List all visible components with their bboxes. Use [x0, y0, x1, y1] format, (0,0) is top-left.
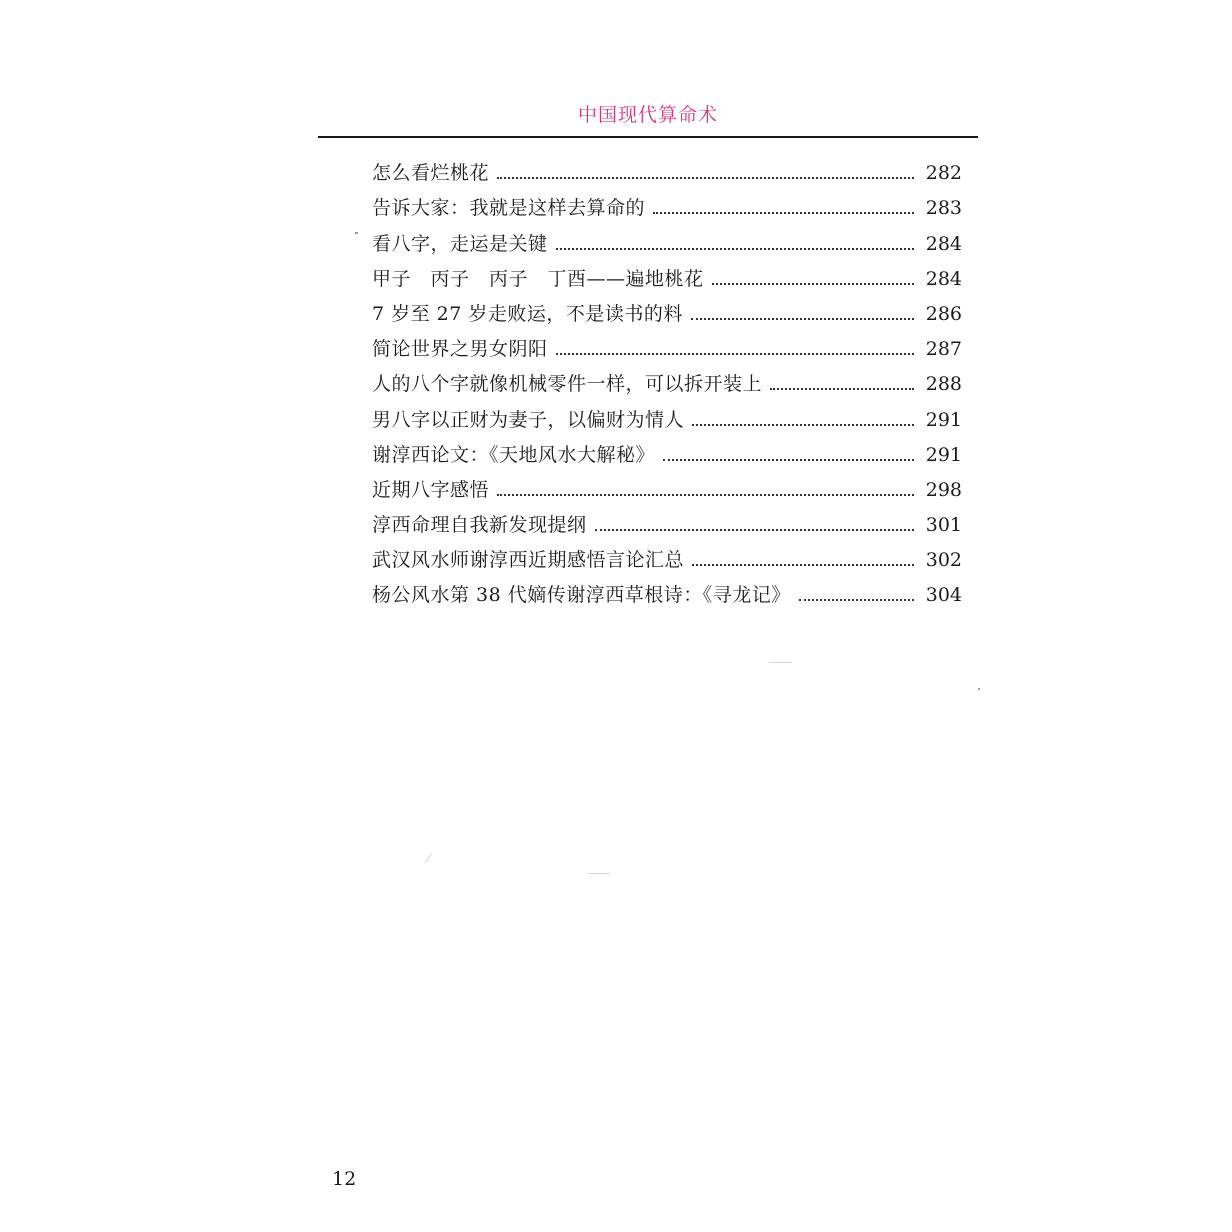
toc-leader-dots: [556, 248, 914, 250]
toc-entry-page: 283: [925, 197, 962, 220]
running-header: 中国现代算命术: [577, 104, 718, 126]
toc-entry-page: 282: [925, 162, 962, 185]
toc-entry-title: 甲子 丙子 丙子 丁酉——遍地桃花: [372, 267, 704, 290]
toc-leader-dots: [691, 318, 914, 320]
toc-entry[interactable]: [372, 188, 962, 223]
toc-entry-title: 7 岁至 27 岁走败运，不是读书的料: [372, 302, 683, 325]
toc-entry-title: 谢淳西论文：《天地风水大解秘》: [372, 443, 656, 466]
page-number: 12: [332, 1168, 357, 1190]
toc-entry-title: 看八字，走运是关键: [372, 232, 548, 255]
toc-entry-title: 怎么看烂桃花: [372, 162, 490, 185]
toc-entry-title: 近期八字感悟: [372, 478, 490, 501]
scan-speck: [355, 232, 358, 234]
toc-entry-title: 简论世界之男女阴阳: [372, 338, 548, 361]
toc-entry-page: 284: [925, 267, 962, 290]
toc-entry[interactable]: [372, 294, 962, 329]
toc-entry[interactable]: [372, 364, 962, 399]
toc-entry[interactable]: [372, 223, 962, 258]
toc-entry-page: 304: [925, 584, 962, 607]
toc-entry-title: 男八字以正财为妻子，以偏财为情人: [372, 408, 685, 431]
toc-leader-dots: [497, 494, 914, 496]
toc-leader-dots: [653, 212, 914, 214]
table-of-contents: [372, 153, 962, 610]
toc-leader-dots: [770, 388, 914, 390]
toc-entry-page: 291: [925, 443, 962, 466]
toc-entry-title: 淳西命理自我新发现提纲: [372, 514, 587, 537]
toc-entry[interactable]: [372, 470, 962, 505]
toc-entry[interactable]: [372, 153, 962, 188]
toc-entry[interactable]: [372, 435, 962, 470]
toc-entry-page: 286: [925, 302, 962, 325]
header-rule: [318, 136, 978, 138]
toc-leader-dots: [799, 599, 914, 601]
toc-entry[interactable]: [372, 505, 962, 540]
toc-entry-page: 291: [925, 408, 962, 431]
scan-speck: [770, 662, 792, 663]
toc-entry-page: 284: [925, 232, 962, 255]
toc-entry-page: 302: [925, 549, 962, 572]
toc-leader-dots: [692, 424, 914, 426]
toc-leader-dots: [556, 353, 914, 355]
scan-speck: [978, 688, 980, 690]
toc-leader-dots: [663, 459, 914, 461]
toc-entry-page: 288: [925, 373, 962, 396]
toc-entry-page: 301: [925, 514, 962, 537]
toc-entry[interactable]: [372, 575, 962, 610]
toc-entry[interactable]: [372, 259, 962, 294]
toc-entry-page: 287: [925, 338, 962, 361]
toc-entry-title: 杨公风水第 38 代嫡传谢淳西草根诗：《寻龙记》: [372, 584, 791, 607]
toc-entry-title: 武汉风水师谢淳西近期感悟言论汇总: [372, 549, 685, 572]
toc-entry[interactable]: [372, 399, 962, 434]
toc-leader-dots: [497, 177, 914, 179]
toc-entry-page: 298: [925, 478, 962, 501]
toc-leader-dots: [692, 564, 914, 566]
scan-speck: [425, 853, 433, 863]
toc-entry-title: 人的八个字就像机械零件一样，可以拆开装上: [372, 373, 763, 396]
toc-entry-title: 告诉大家：我就是这样去算命的: [372, 197, 646, 220]
toc-leader-dots: [712, 283, 914, 285]
scan-speck: [588, 873, 610, 874]
toc-entry[interactable]: [372, 329, 962, 364]
toc-leader-dots: [595, 529, 914, 531]
toc-entry[interactable]: [372, 540, 962, 575]
